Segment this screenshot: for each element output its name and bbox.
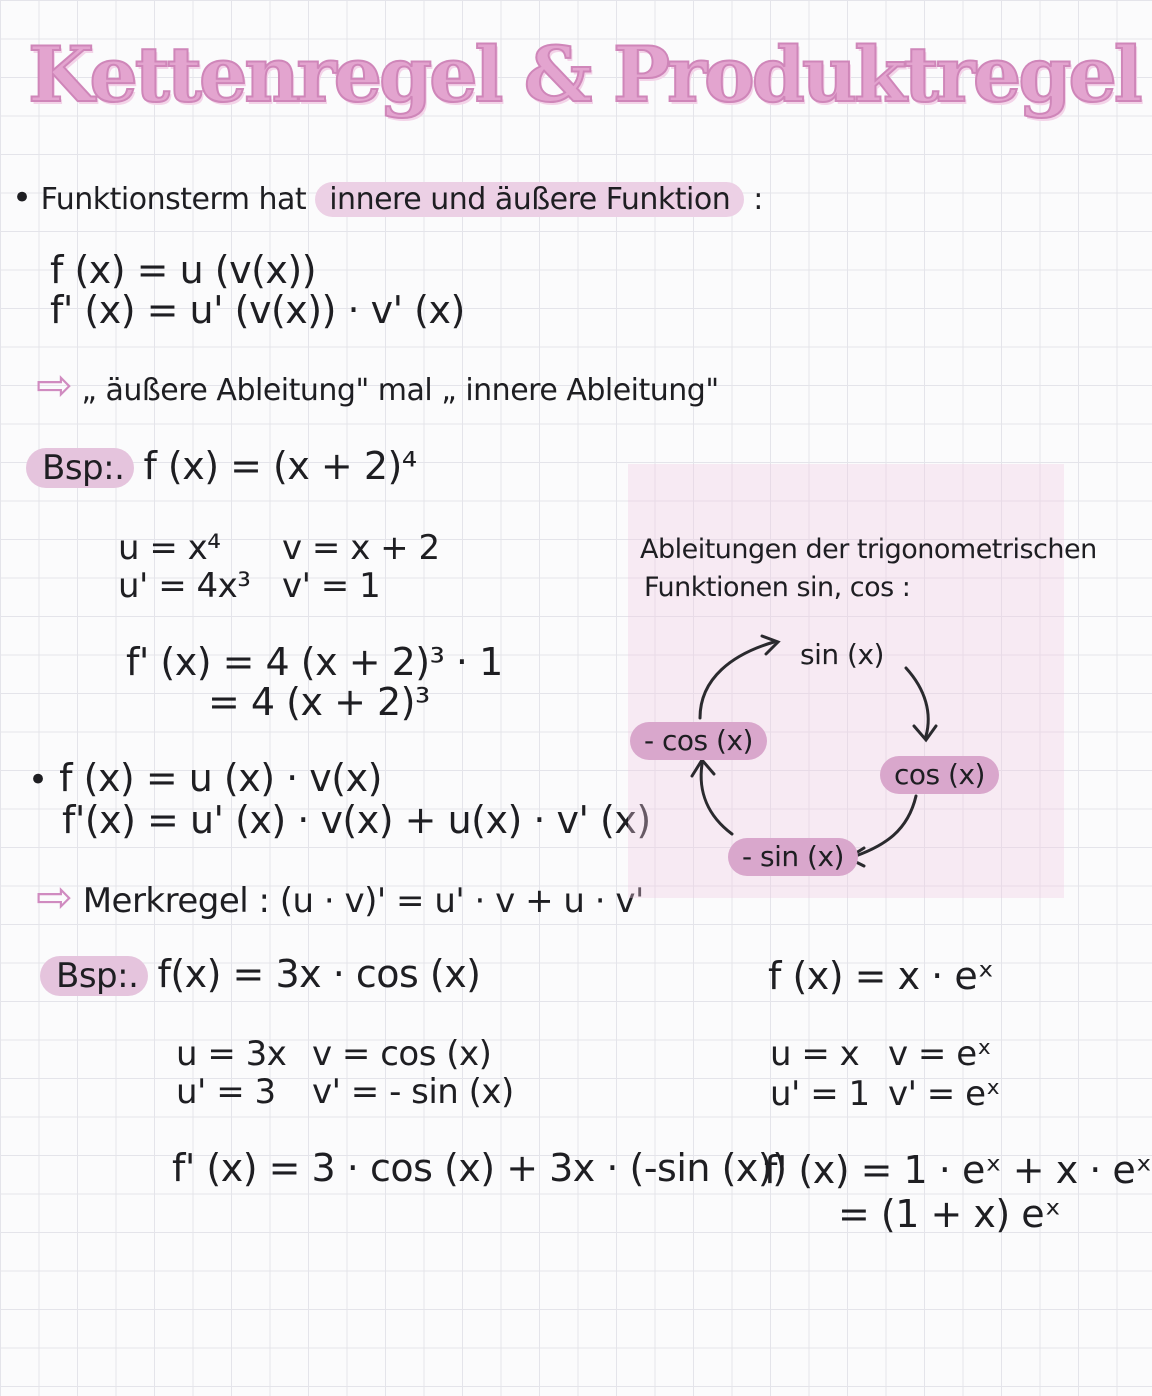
intro-suffix: :	[753, 182, 763, 217]
product-ex1-u: u = 3x	[176, 1034, 287, 1074]
chain-u: u = x⁴	[118, 528, 221, 568]
trig-cycle-arrows	[628, 464, 1064, 898]
product-mnemonic-label: Merkregel :	[82, 881, 270, 921]
chain-rule-intro	[12, 178, 763, 218]
product-example-1-header	[40, 952, 481, 996]
chain-mnemonic	[36, 360, 719, 411]
bullet: •	[28, 760, 48, 800]
arrow-neg-sin-to-neg-cos	[701, 764, 732, 834]
trig-neg-cos: - cos (x)	[630, 722, 767, 760]
chain-formula-1: f (x) = u (v(x))	[50, 248, 317, 292]
chain-example-func: f (x) = (x + 2)⁴	[143, 444, 417, 488]
product-ex2-u-prime: u' = 1	[770, 1074, 870, 1114]
trig-heading-1: Ableitungen der trigonometrischen	[640, 534, 1097, 565]
chain-u-prime: u' = 4x³	[118, 566, 251, 606]
trig-cos: cos (x)	[880, 756, 999, 794]
intro-prefix: Funktionsterm hat	[40, 182, 307, 217]
product-ex1-v-prime: v' = - sin (x)	[312, 1072, 514, 1112]
product-ex1-u-prime: u' = 3	[176, 1072, 276, 1112]
page-title: Kettenregel & Produktregel	[28, 30, 1140, 119]
trig-neg-sin: - sin (x)	[728, 838, 858, 876]
product-ex1-result: f' (x) = 3 · cos (x) + 3x · (-sin (x))	[172, 1146, 787, 1190]
arrow-head	[914, 726, 936, 740]
product-example-2-func: f (x) = x · eˣ	[768, 954, 994, 998]
trig-heading-2: Funktionen sin, cos :	[644, 572, 911, 603]
chain-v-prime: v' = 1	[282, 566, 381, 606]
product-ex2-v-prime: v' = eˣ	[888, 1074, 1001, 1114]
product-mnemonic	[36, 872, 644, 923]
product-ex2-result-2: = (1 + x) eˣ	[838, 1192, 1061, 1236]
product-formula-2: f'(x) = u' (x) · v(x) + u(x) · v' (x)	[62, 798, 651, 842]
chain-mnemonic-text: „ äußere Ableitung" mal „ innere Ableitung"	[81, 373, 719, 408]
arrow-cos-to-neg-sin	[850, 796, 916, 858]
example-label: Bsp:.	[26, 448, 134, 488]
product-formula-1	[28, 756, 382, 800]
product-ex2-v: v = eˣ	[888, 1034, 992, 1074]
product-ex1-v: v = cos (x)	[312, 1034, 492, 1074]
chain-v: v = x + 2	[282, 528, 440, 568]
chain-result-1: f' (x) = 4 (x + 2)³ · 1	[126, 640, 503, 684]
intro-highlight: innere und äußere Funktion	[315, 182, 744, 217]
example-label: Bsp:.	[40, 956, 148, 996]
product-mnemonic-text: (u · v)' = u' · v + u · v'	[279, 881, 644, 921]
chain-result-2: = 4 (x + 2)³	[208, 680, 430, 724]
chain-formula-2: f' (x) = u' (v(x)) · v' (x)	[50, 288, 465, 332]
bullet: •	[12, 178, 32, 218]
chain-example-header	[26, 444, 417, 488]
product-formula-1-text: f (x) = u (x) · v(x)	[59, 756, 382, 800]
product-example-1-func: f(x) = 3x · cos (x)	[157, 952, 481, 996]
product-ex2-u: u = x	[770, 1034, 860, 1074]
arrow-neg-cos-to-sin	[700, 642, 774, 718]
right-arrow-icon: ⇨	[36, 360, 73, 411]
arrow-sin-to-cos	[906, 668, 928, 736]
right-arrow-icon: ⇨	[36, 872, 73, 923]
product-ex2-result-1: f' (x) = 1 · eˣ + x · eˣ	[764, 1148, 1152, 1192]
trig-sin: sin (x)	[800, 638, 884, 671]
